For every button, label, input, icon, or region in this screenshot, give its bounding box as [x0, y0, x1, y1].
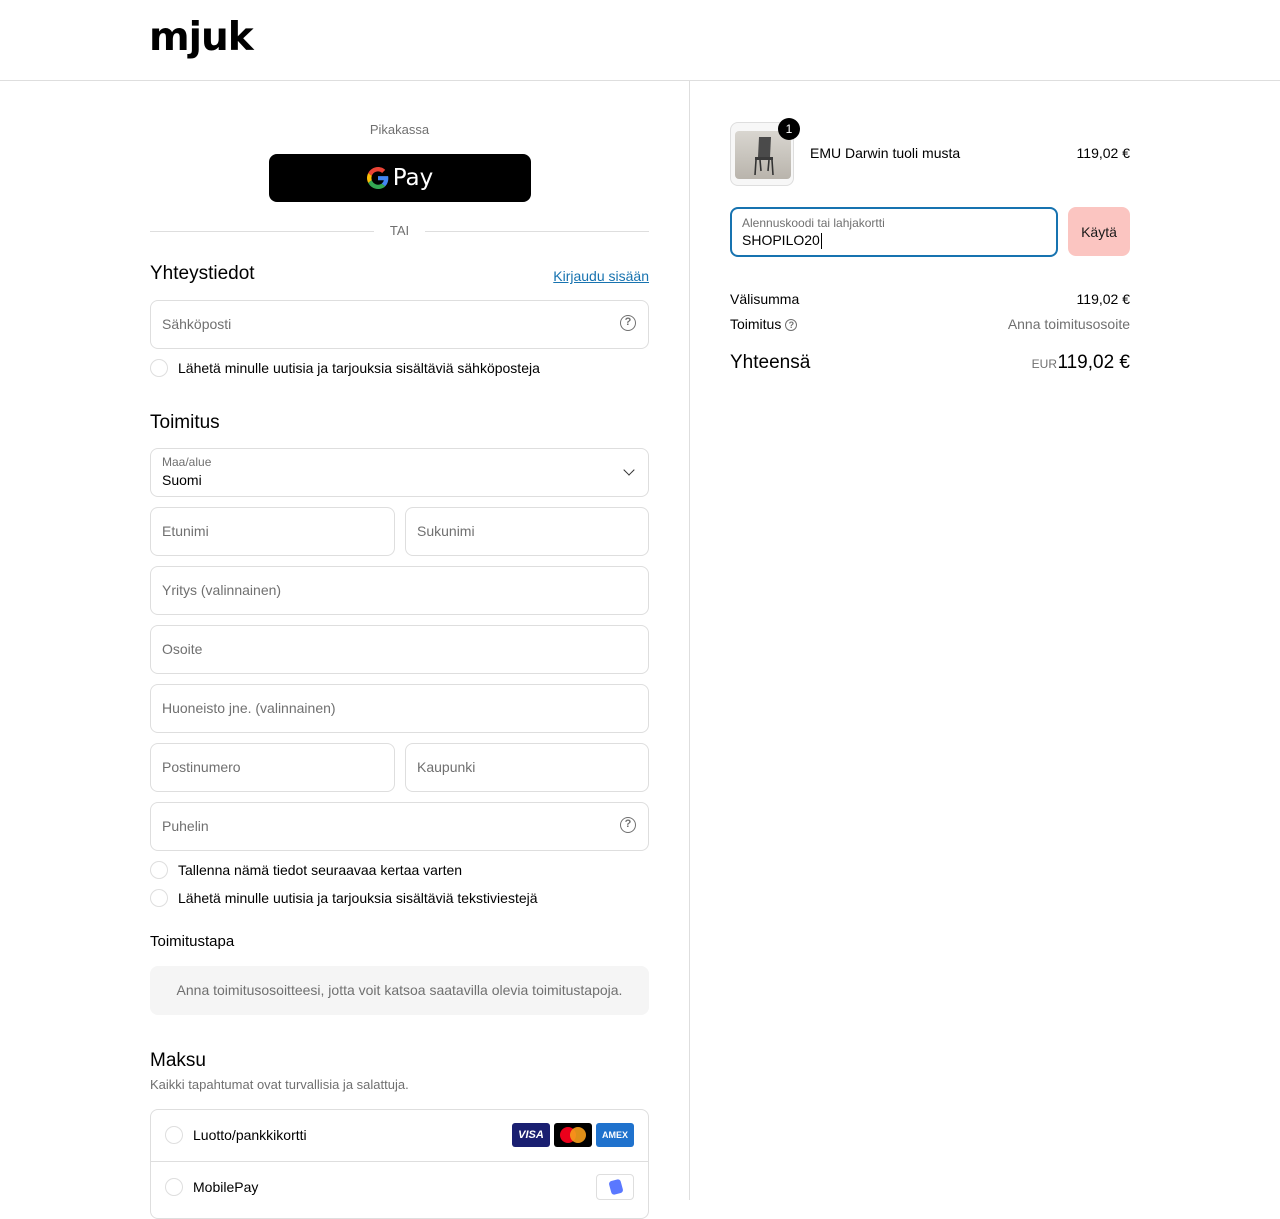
email-newsletter-checkbox[interactable] — [150, 359, 540, 377]
save-info-checkbox[interactable] — [150, 861, 462, 879]
shipping-method-notice: Anna toimitusosoitteesi, jotta voit katsoa saatavilla olevia toimitustapoja. — [150, 966, 649, 1015]
country-label: Maa/alue — [162, 455, 212, 469]
last-name-field[interactable] — [405, 507, 649, 556]
contact-title: Yhteystiedot — [150, 263, 255, 284]
shipping-value: Anna toimitusosoite — [1007, 316, 1130, 332]
last-name-placeholder: Sukunimi — [417, 523, 475, 539]
country-value: Suomi — [162, 472, 202, 488]
payment-option-label: Luotto/pankkikortti — [193, 1127, 307, 1143]
discount-code-input[interactable] — [730, 207, 1058, 257]
google-g-icon — [367, 167, 389, 189]
help-icon[interactable]: ? — [785, 319, 797, 331]
mastercard-icon — [554, 1123, 592, 1147]
phone-placeholder: Puhelin — [162, 818, 209, 834]
apartment-placeholder: Huoneisto jne. (valinnainen) — [162, 700, 336, 716]
first-name-field[interactable] — [150, 507, 395, 556]
payment-option-mobilepay[interactable] — [151, 1162, 648, 1213]
total-value: 119,02 € — [1057, 352, 1130, 373]
subtotal-label: Välisumma — [730, 291, 800, 307]
visa-icon: VISA — [512, 1123, 550, 1147]
amex-icon: AMEX — [596, 1123, 634, 1147]
save-info-label: Tallenna nämä tiedot seuraavaa kertaa varten — [178, 862, 463, 878]
product-price: 119,02 € — [1076, 145, 1130, 161]
payment-option-card[interactable] — [151, 1110, 648, 1161]
payment-option-label: MobilePay — [193, 1179, 259, 1195]
phone-field[interactable] — [150, 802, 649, 851]
email-field[interactable] — [150, 300, 649, 349]
brand-logo[interactable]: mjuk — [149, 15, 253, 60]
or-line-right — [425, 231, 649, 232]
header — [0, 0, 1280, 81]
city-field[interactable] — [405, 743, 649, 792]
address-field[interactable] — [150, 625, 649, 674]
subtotal-value: 119,02 € — [1076, 291, 1130, 307]
shipping-label-group — [730, 316, 797, 332]
first-name-placeholder: Etunimi — [162, 523, 209, 539]
radio-button[interactable] — [165, 1126, 183, 1144]
discount-value: SHOPILO20 — [742, 232, 820, 248]
shipping-method-title: Toimitustapa — [150, 933, 235, 950]
mobilepay-icon — [596, 1174, 634, 1200]
postal-code-placeholder: Postinumero — [162, 759, 241, 775]
product-name: EMU Darwin tuoli musta — [810, 145, 961, 161]
email-placeholder: Sähköposti — [162, 316, 232, 332]
checkbox-circle[interactable] — [150, 861, 168, 879]
company-placeholder: Yritys (valinnainen) — [162, 582, 282, 598]
email-newsletter-label: Lähetä minulle uutisia ja tarjouksia sisältäviä sähköposteja — [178, 360, 540, 376]
or-text: TAI — [389, 223, 410, 238]
text-cursor — [821, 233, 822, 249]
payment-subtitle: Kaikki tapahtumat ovat turvallisia ja salattuja. — [150, 1077, 409, 1092]
postal-code-field[interactable] — [150, 743, 395, 792]
express-checkout-label: Pikakassa — [369, 122, 430, 137]
google-pay-button[interactable] — [269, 154, 531, 202]
apply-discount-button[interactable]: Käytä — [1068, 207, 1130, 256]
chevron-down-icon — [623, 464, 634, 475]
discount-label: Alennuskoodi tai lahjakortti — [742, 216, 885, 230]
login-link[interactable]: Kirjaudu sisään — [553, 268, 649, 284]
delivery-title: Toimitus — [150, 412, 220, 433]
checkbox-circle[interactable] — [150, 889, 168, 907]
help-icon[interactable]: ? — [620, 315, 636, 331]
radio-button[interactable] — [165, 1178, 183, 1196]
apartment-field[interactable] — [150, 684, 649, 733]
sms-newsletter-checkbox[interactable] — [150, 889, 538, 907]
or-divider — [150, 222, 649, 240]
company-field[interactable] — [150, 566, 649, 615]
google-pay-label: Pay — [392, 165, 434, 191]
country-select[interactable] — [150, 448, 649, 497]
total-currency: EUR — [1031, 357, 1057, 371]
city-placeholder: Kaupunki — [417, 759, 476, 775]
payment-options — [150, 1109, 649, 1219]
column-divider — [689, 81, 690, 1200]
quantity-badge: 1 — [778, 118, 800, 140]
sms-newsletter-label: Lähetä minulle uutisia ja tarjouksia sisältäviä tekstiviestejä — [178, 890, 538, 906]
payment-title: Maksu — [150, 1050, 206, 1071]
shipping-label: Toimitus — [730, 316, 782, 332]
help-icon[interactable]: ? — [620, 817, 636, 833]
checkbox-circle[interactable] — [150, 359, 168, 377]
total-label: Yhteensä — [730, 352, 811, 373]
address-placeholder: Osoite — [162, 641, 203, 657]
